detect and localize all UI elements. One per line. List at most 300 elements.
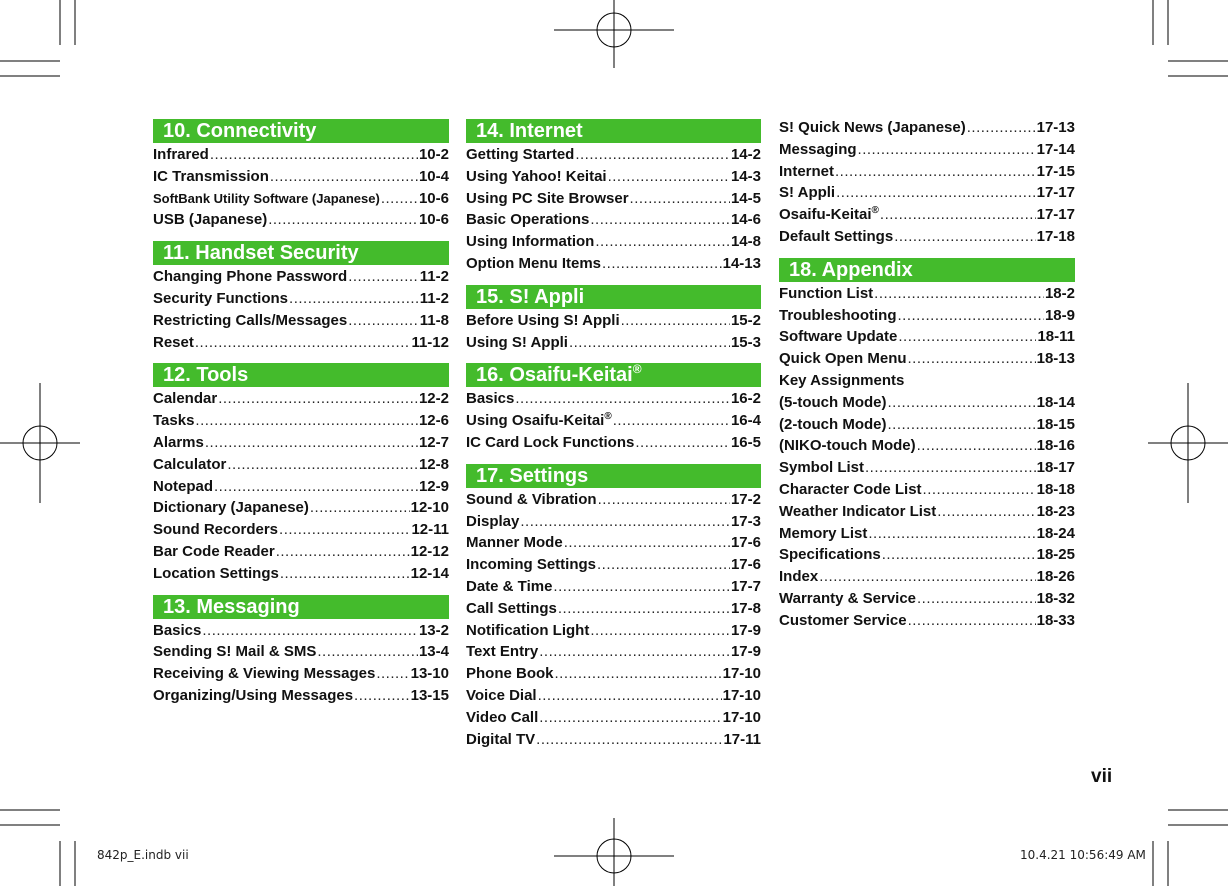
toc-entry[interactable]: [153, 622, 449, 644]
entry-page: 12-9: [418, 477, 449, 495]
toc-entry[interactable]: [153, 434, 449, 456]
entry-page: 17-11: [723, 730, 761, 748]
toc-section: [153, 595, 449, 709]
dot-leader: [865, 459, 1036, 476]
page-number: vii: [1091, 766, 1113, 787]
toc-entry[interactable]: [779, 206, 1075, 228]
dot-leader: [376, 665, 409, 682]
entry-page: 14-5: [730, 189, 761, 207]
entry-title: [466, 709, 538, 726]
dot-leader: [923, 481, 1036, 498]
section-title: 13. Messaging: [163, 595, 300, 618]
entry-title: [466, 211, 589, 228]
entry-page: 12-11: [411, 521, 449, 539]
entry-page: 12-14: [410, 564, 449, 582]
entry-page: 11-2: [419, 289, 449, 307]
entry-page: 17-9: [730, 643, 761, 661]
toc-entry[interactable]: [153, 312, 449, 334]
entry-title-text: Using S! Appli: [466, 333, 568, 351]
dot-leader: [608, 168, 730, 185]
entry-title: [779, 437, 916, 454]
entry-title: [466, 190, 629, 207]
entry-page: 12-10: [410, 499, 449, 517]
dot-leader: [289, 290, 419, 307]
entry-title: [779, 568, 818, 585]
section-header: [779, 258, 1075, 282]
section-title: 11. Handset Security: [163, 242, 359, 265]
toc-entry[interactable]: [779, 350, 1075, 372]
toc-entry[interactable]: [153, 565, 449, 587]
toc-entry[interactable]: [466, 534, 761, 556]
toc-entry[interactable]: [153, 168, 449, 190]
toc-entry[interactable]: [466, 622, 761, 644]
toc-entry[interactable]: [466, 211, 761, 233]
entry-title: [466, 665, 554, 682]
toc-entry[interactable]: [779, 503, 1075, 525]
toc-entry[interactable]: [466, 312, 761, 334]
entry-page: 11-2: [419, 268, 449, 286]
entry-page: 17-17: [1036, 206, 1075, 224]
entry-title-text: Osaifu-Keitai: [779, 206, 872, 224]
entry-title-text: Index: [779, 568, 819, 586]
entry-title-text: S! Appli: [779, 184, 836, 202]
toc-entry[interactable]: [153, 390, 449, 412]
entry-title-text: Sound Recorders: [153, 521, 279, 539]
entry-page: 15-3: [730, 333, 761, 351]
entry-title: [779, 481, 922, 498]
entry-page: 18-24: [1036, 524, 1075, 542]
entry-title: [153, 665, 375, 682]
entry-title: [466, 146, 574, 163]
entry-page: 18-15: [1036, 415, 1075, 433]
entry-title-text: Memory List: [779, 524, 868, 542]
toc-entry[interactable]: [779, 307, 1075, 329]
toc-entry[interactable]: [466, 334, 761, 356]
dot-leader: [195, 334, 411, 351]
toc-entry[interactable]: [153, 334, 449, 356]
toc-entry[interactable]: [153, 290, 449, 312]
entry-title-text: Weather Indicator List: [779, 502, 937, 520]
entry-title-text: S! Quick News (Japanese): [779, 119, 966, 136]
entry-title: [466, 643, 538, 660]
toc-entry[interactable]: [153, 268, 449, 290]
entry-title-text: Location Settings: [153, 564, 279, 582]
entry-title-text: Troubleshooting: [779, 306, 897, 324]
toc-entry[interactable]: [779, 590, 1075, 612]
entry-title: [779, 394, 886, 411]
toc-entry[interactable]: [153, 456, 449, 478]
dot-leader: [195, 412, 418, 429]
entry-title-text: Digital TV: [466, 730, 536, 748]
entry-title-text: Phone Book: [466, 665, 554, 683]
dot-leader: [908, 350, 1036, 367]
entry-title: [153, 390, 217, 407]
toc-entry[interactable]: [779, 394, 1075, 416]
dot-leader: [836, 184, 1036, 201]
entry-page: 17-10: [722, 686, 761, 704]
toc-entry[interactable]: [153, 665, 449, 687]
toc-entry[interactable]: [153, 643, 449, 665]
toc-entry[interactable]: [466, 412, 761, 434]
entry-title: [153, 622, 201, 639]
entry-page: 17-6: [730, 556, 761, 574]
dot-leader: [354, 687, 410, 704]
toc-entry[interactable]: [466, 390, 761, 412]
entry-title-text: Basics: [153, 621, 202, 639]
dot-leader: [858, 141, 1036, 158]
entry-title: [153, 456, 226, 473]
entry-title-text: Function List: [779, 284, 874, 302]
dot-leader: [558, 600, 730, 617]
dot-leader: [882, 546, 1036, 563]
dot-leader: [630, 190, 730, 207]
dot-leader: [635, 434, 730, 451]
entry-title: [779, 307, 897, 324]
dot-leader: [937, 503, 1035, 520]
entry-title-text: Notepad: [153, 477, 213, 495]
entry-title: [466, 622, 589, 639]
entry-page: 14-2: [730, 146, 761, 163]
dot-leader: [553, 578, 730, 595]
entry-title: [466, 390, 514, 407]
entry-title-text: Using Information: [466, 233, 595, 251]
section-title: 15. S! Appli: [476, 285, 585, 308]
dot-leader: [555, 665, 722, 682]
toc-entry[interactable]: [466, 643, 761, 665]
entry-title-text: IC Transmission: [153, 167, 269, 185]
toc-entry[interactable]: [466, 578, 761, 600]
entry-title-text: Specifications: [779, 546, 881, 564]
toc-entry[interactable]: [153, 211, 449, 233]
entry-page: 10-6: [418, 211, 449, 229]
dot-leader: [515, 390, 730, 407]
dot-leader: [898, 307, 1044, 324]
entry-title: [153, 643, 316, 660]
toc-entry[interactable]: [779, 525, 1075, 547]
entry-page: 18-14: [1036, 393, 1075, 411]
entry-page: 16-4: [730, 412, 761, 430]
entry-title-text: Quick Open Menu: [779, 350, 907, 368]
entry-page: 17-14: [1036, 140, 1075, 158]
toc-entry[interactable]: [779, 437, 1075, 459]
dot-leader: [539, 643, 730, 660]
toc-entry[interactable]: [466, 600, 761, 622]
dot-leader: [539, 709, 721, 726]
entry-page: 18-18: [1036, 480, 1075, 498]
entry-page: 14-6: [730, 211, 761, 229]
entry-page: 10-4: [418, 167, 449, 185]
entry-title: [153, 543, 275, 560]
toc-entry[interactable]: [466, 255, 761, 277]
dot-leader: [613, 412, 730, 429]
entry-title: [779, 328, 897, 345]
entry-page: 12-12: [410, 542, 449, 560]
dot-leader: [602, 255, 722, 272]
entry-page: 13-15: [410, 686, 449, 704]
toc-entry[interactable]: [153, 543, 449, 565]
entry-title: [466, 233, 594, 250]
entry-page: 18-23: [1036, 502, 1075, 520]
entry-page: 17-2: [730, 490, 761, 508]
section-header: [466, 119, 761, 143]
entry-title-text: Changing Phone Password: [153, 268, 348, 286]
toc-entry[interactable]: [153, 478, 449, 500]
toc-section: [779, 258, 1075, 634]
toc-section: [466, 119, 761, 277]
entry-title-text: Sound & Vibration: [466, 490, 597, 508]
entry-page: 18-26: [1036, 568, 1075, 586]
print-slug-timestamp: 10.4.21 10:56:49 AM: [1020, 848, 1146, 862]
toc-entry[interactable]: [466, 513, 761, 535]
registered-mark: ®: [632, 362, 642, 377]
entry-title: [153, 168, 269, 185]
entry-title-text: SoftBank Utility Software (Japanese): [153, 190, 380, 206]
entry-title-text: Messaging: [779, 140, 857, 158]
entry-page: 17-9: [730, 621, 761, 639]
toc-entry[interactable]: [779, 285, 1075, 307]
entry-page: 13-10: [410, 665, 449, 683]
registered-mark: ®: [871, 206, 879, 217]
entry-title-text: Organizing/Using Messages: [153, 686, 354, 704]
dot-leader: [880, 206, 1036, 223]
entry-page: 14-13: [722, 254, 761, 272]
entry-title: [466, 578, 552, 595]
entry-title-text: Calendar: [153, 390, 218, 408]
entry-title: [779, 350, 907, 367]
dot-leader: [575, 146, 730, 163]
dot-leader: [868, 525, 1035, 542]
dot-leader: [279, 521, 410, 538]
entry-page: 17-18: [1036, 227, 1075, 245]
entry-title-text: Calculator: [153, 455, 227, 473]
dot-leader: [894, 228, 1035, 245]
toc-entry[interactable]: [153, 521, 449, 543]
entry-title: [779, 228, 893, 245]
section-header: [153, 595, 449, 619]
entry-title-text: Internet: [779, 162, 835, 180]
print-slug-file: 842p_E.indb vii: [97, 848, 189, 862]
toc-entry[interactable]: [466, 556, 761, 578]
entry-title-text: Display: [466, 512, 520, 530]
entry-title-text: Before Using S! Appli: [466, 311, 620, 329]
toc-entry[interactable]: [466, 687, 761, 709]
toc-entry[interactable]: [153, 687, 449, 709]
entry-title: [153, 499, 309, 516]
entry-page: 18-11: [1037, 328, 1075, 346]
entry-title-text: Symbol List: [779, 459, 865, 477]
section-header: [153, 241, 449, 265]
dot-leader: [227, 456, 418, 473]
entry-title: [779, 525, 867, 542]
entry-title: [153, 521, 278, 538]
entry-title: [153, 412, 194, 429]
entry-title-text: Manner Mode: [466, 534, 563, 552]
dot-leader: [348, 312, 419, 329]
entry-page: 11-8: [419, 311, 449, 329]
entry-title-text: Default Settings: [779, 227, 894, 245]
entry-title: [779, 503, 936, 520]
entry-title-text: Call Settings: [466, 599, 557, 617]
entry-page: 15-2: [730, 311, 761, 329]
entry-page: 18-33: [1036, 611, 1075, 629]
toc-entry[interactable]: [466, 491, 761, 513]
entry-title: [466, 255, 601, 272]
dot-leader: [597, 556, 730, 573]
section-header: [153, 363, 449, 387]
entry-page: 17-6: [730, 534, 761, 552]
entry-title-text: Using Yahoo! Keitai: [466, 167, 607, 185]
entry-page: 18-17: [1036, 459, 1075, 477]
toc-entry[interactable]: [779, 328, 1075, 350]
toc-entry[interactable]: [779, 546, 1075, 568]
entry-page: 17-13: [1036, 119, 1075, 136]
dot-leader: [317, 643, 418, 660]
toc-entry[interactable]: [466, 146, 761, 168]
entry-title: [779, 612, 907, 629]
dot-leader: [214, 478, 418, 495]
toc-column-3: [779, 119, 1075, 642]
toc-entry[interactable]: [779, 228, 1075, 250]
entry-title-text: Key Assignments: [779, 371, 905, 389]
dot-leader: [536, 731, 722, 748]
entry-title: [466, 556, 596, 573]
entry-title: [153, 146, 209, 163]
entry-title-text: Notification Light: [466, 621, 590, 639]
toc-section: [466, 363, 761, 455]
entry-page: 17-7: [730, 577, 761, 595]
section-title: 10. Connectivity: [163, 120, 317, 142]
entry-page: 10-2: [418, 146, 449, 163]
entry-title-text: Reset: [153, 333, 194, 351]
entry-page: 14-3: [730, 167, 761, 185]
entry-title: [466, 168, 607, 185]
entry-title: [466, 412, 612, 429]
entry-title: [153, 268, 347, 285]
toc-entry[interactable]: [466, 709, 761, 731]
toc-entry[interactable]: [779, 481, 1075, 503]
entry-page: 16-5: [730, 433, 761, 451]
entry-title: [153, 191, 380, 206]
dot-leader: [908, 612, 1036, 629]
dot-leader: [348, 268, 419, 285]
entry-title-text: Option Menu Items: [466, 254, 601, 272]
toc-entry[interactable]: [153, 412, 449, 434]
dot-leader: [564, 534, 730, 551]
entry-page: 17-3: [730, 512, 761, 530]
section-title: 18. Appendix: [789, 258, 913, 281]
dot-leader: [381, 190, 418, 207]
section-title: 14. Internet: [476, 120, 583, 142]
toc-entry[interactable]: [153, 499, 449, 521]
dot-leader: [874, 285, 1044, 302]
dot-leader: [276, 543, 410, 560]
section-title: 12. Tools: [163, 364, 249, 387]
entry-title: [466, 687, 537, 704]
entry-page: 11-12: [411, 333, 449, 351]
toc-entry[interactable]: [466, 731, 761, 753]
entry-page: 18-32: [1036, 589, 1075, 607]
toc-entry[interactable]: [466, 665, 761, 687]
toc-entry[interactable]: [779, 416, 1075, 438]
entry-page: 12-6: [418, 412, 449, 430]
section-header: [466, 363, 761, 387]
toc-section: [466, 464, 761, 753]
entry-title-text: Character Code List: [779, 480, 922, 498]
entry-page: 12-7: [418, 433, 449, 451]
entry-title: [779, 141, 857, 158]
entry-title: [779, 590, 916, 607]
toc-section: [153, 363, 449, 586]
entry-title: [779, 372, 904, 389]
entry-page: 17-15: [1036, 162, 1075, 180]
dot-leader: [310, 499, 410, 516]
dot-leader: [917, 590, 1036, 607]
entry-title-text: (NIKO-touch Mode): [779, 437, 916, 455]
toc-entry[interactable]: [466, 434, 761, 456]
dot-leader: [835, 163, 1036, 180]
entry-title-text: Security Functions: [153, 289, 289, 307]
entry-title: [153, 478, 213, 495]
dot-leader: [280, 565, 410, 582]
toc-entry[interactable]: [153, 146, 449, 168]
dot-leader: [268, 211, 418, 228]
toc-entry[interactable]: [779, 612, 1075, 634]
dot-leader: [819, 568, 1035, 585]
entry-title-text: Voice Dial: [466, 686, 537, 704]
toc-entry[interactable]: [779, 184, 1075, 206]
toc-entry[interactable]: [779, 459, 1075, 481]
toc-entry[interactable]: [466, 168, 761, 190]
toc-entry[interactable]: [153, 190, 449, 212]
entry-title: [779, 546, 881, 563]
toc-entry[interactable]: [466, 190, 761, 212]
dot-leader: [590, 211, 730, 228]
section-title: 16. Osaifu-Keitai: [476, 364, 633, 387]
dot-leader: [621, 312, 730, 329]
entry-page: 13-4: [418, 643, 449, 661]
dot-leader: [202, 622, 418, 639]
dot-leader: [917, 437, 1036, 454]
dot-leader: [569, 334, 730, 351]
toc-section: [153, 119, 449, 233]
toc-entry[interactable]: [779, 372, 1075, 394]
entry-page: 12-2: [418, 390, 449, 408]
entry-title-text: Basic Operations: [466, 211, 590, 229]
entry-title: [153, 290, 288, 307]
entry-title-text: Infrared: [153, 146, 209, 163]
entry-title: [779, 163, 834, 180]
entry-title-text: Basics: [466, 390, 515, 408]
entry-title-text: Receiving & Viewing Messages: [153, 665, 376, 683]
toc-entry[interactable]: [779, 163, 1075, 185]
entry-title-text: Software Update: [779, 328, 898, 346]
entry-title: [466, 434, 634, 451]
section-header: [466, 464, 761, 488]
entry-page: 18-16: [1036, 437, 1075, 455]
dot-leader: [520, 513, 730, 530]
entry-title-text: IC Card Lock Functions: [466, 433, 635, 451]
entry-title-text: Bar Code Reader: [153, 542, 275, 560]
entry-page: 17-17: [1036, 184, 1075, 202]
entry-title: [466, 334, 568, 351]
toc-entry[interactable]: [779, 141, 1075, 163]
entry-title: [153, 211, 267, 228]
entry-title: [153, 312, 347, 329]
toc-entry[interactable]: [779, 119, 1075, 141]
toc-entry[interactable]: [466, 233, 761, 255]
toc-entry[interactable]: [779, 568, 1075, 590]
entry-title-text: Text Entry: [466, 643, 539, 661]
